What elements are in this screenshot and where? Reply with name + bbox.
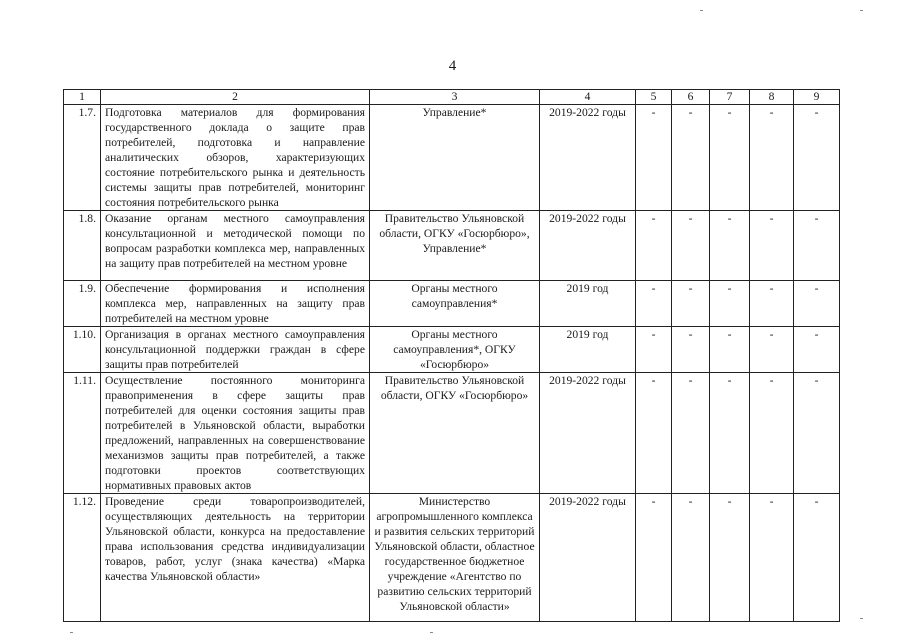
term-text: 2019 год <box>540 327 636 373</box>
value-cell: - <box>636 281 672 327</box>
executor-text: Органы местного самоуправления* <box>370 281 540 327</box>
column-number: 9 <box>794 90 840 105</box>
activity-text: Проведение среди товаропроизводителей, осуществляющих деятельность на территории Ульяновской области, конкурса на предоставление права использования средства индивидуализации товаров, работ, услуг (знака качества) «Марка качества Ульяновской области» <box>101 494 370 622</box>
value-cell: - <box>672 211 710 281</box>
table-row <box>64 327 840 373</box>
value-cell: - <box>794 373 840 494</box>
executor-text: Правительство Ульяновской области, ОГКУ «Госюрбюро» <box>370 373 540 494</box>
term-text: 2019 год <box>540 281 636 327</box>
value-cell: - <box>750 494 794 622</box>
activity-text: Обеспечение формирования и исполнения комплекса мер, направленных на защиту прав потребителей на местном уровне <box>101 281 370 327</box>
value-cell: - <box>794 281 840 327</box>
column-number-row <box>64 90 840 105</box>
column-number: 6 <box>672 90 710 105</box>
table-row <box>64 494 840 622</box>
scan-speck <box>70 632 73 633</box>
value-cell: - <box>750 105 794 211</box>
activity-text: Подготовка материалов для формирования государственного доклада о защите прав потребителей, подготовка и направление аналитических обзоров, характеризующих состояние потребительского рынка и деятельность системы защиты прав потребителей, мониторинг состояния потребительского рынка <box>101 105 370 211</box>
value-cell: - <box>750 281 794 327</box>
column-number: 2 <box>101 90 370 105</box>
term-text: 2019-2022 годы <box>540 105 636 211</box>
value-cell: - <box>710 281 750 327</box>
scan-speck <box>860 10 863 11</box>
activity-text: Организация в органах местного самоуправления консультационной поддержки граждан в сфере защиты прав потребителей <box>101 327 370 373</box>
value-cell: - <box>710 105 750 211</box>
value-cell: - <box>750 211 794 281</box>
executor-text: Управление* <box>370 105 540 211</box>
value-cell: - <box>710 327 750 373</box>
value-cell: - <box>672 105 710 211</box>
column-number: 1 <box>64 90 101 105</box>
value-cell: - <box>710 373 750 494</box>
column-number: 8 <box>750 90 794 105</box>
value-cell: - <box>672 373 710 494</box>
item-number: 1.8. <box>64 211 101 281</box>
scan-speck <box>860 618 863 619</box>
column-number: 4 <box>540 90 636 105</box>
value-cell: - <box>636 327 672 373</box>
executor-text: Правительство Ульяновской области, ОГКУ «Госюрбюро», Управление* <box>370 211 540 281</box>
column-number: 3 <box>370 90 540 105</box>
item-number: 1.11. <box>64 373 101 494</box>
page-number: 4 <box>448 58 457 74</box>
value-cell: - <box>710 211 750 281</box>
table-row <box>64 211 840 281</box>
value-cell: - <box>672 327 710 373</box>
executor-text: Органы местного самоуправления*, ОГКУ «Госюрбюро» <box>370 327 540 373</box>
table-row <box>64 373 840 494</box>
item-number: 1.10. <box>64 327 101 373</box>
value-cell: - <box>636 211 672 281</box>
term-text: 2019-2022 годы <box>540 494 636 622</box>
activities-table <box>63 89 840 622</box>
value-cell: - <box>710 494 750 622</box>
value-cell: - <box>672 494 710 622</box>
item-number: 1.7. <box>64 105 101 211</box>
executor-text: Министерство агропромышленного комплекса и развития сельских территорий Ульяновской области, областное государственное бюджетное учреждение «Агентство по развитию сельских территорий Ульяновской области» <box>370 494 540 622</box>
table-row <box>64 105 840 211</box>
column-number: 5 <box>636 90 672 105</box>
value-cell: - <box>794 211 840 281</box>
table-row <box>64 281 840 327</box>
scan-speck <box>700 10 703 11</box>
term-text: 2019-2022 годы <box>540 373 636 494</box>
value-cell: - <box>636 105 672 211</box>
value-cell: - <box>636 494 672 622</box>
term-text: 2019-2022 годы <box>540 211 636 281</box>
activity-text: Осуществление постоянного мониторинга правоприменения в сфере защиты прав потребителей для оценки состояния защиты прав потребителей в Ульяновской области, выработки предложений, направленных на совершенствование механизмов защиты прав потребителей, а также подготовки проектов соответствующих нормативных правовых актов <box>101 373 370 494</box>
activity-text: Оказание органам местного самоуправления консультационной и методической помощи по вопросам разработки комплекса мер, направленных на защиту прав потребителей на местном уровне <box>101 211 370 281</box>
value-cell: - <box>794 494 840 622</box>
value-cell: - <box>794 105 840 211</box>
column-number: 7 <box>710 90 750 105</box>
item-number: 1.9. <box>64 281 101 327</box>
value-cell: - <box>636 373 672 494</box>
value-cell: - <box>672 281 710 327</box>
item-number: 1.12. <box>64 494 101 622</box>
scan-speck <box>430 632 433 633</box>
value-cell: - <box>750 327 794 373</box>
value-cell: - <box>794 327 840 373</box>
value-cell: - <box>750 373 794 494</box>
